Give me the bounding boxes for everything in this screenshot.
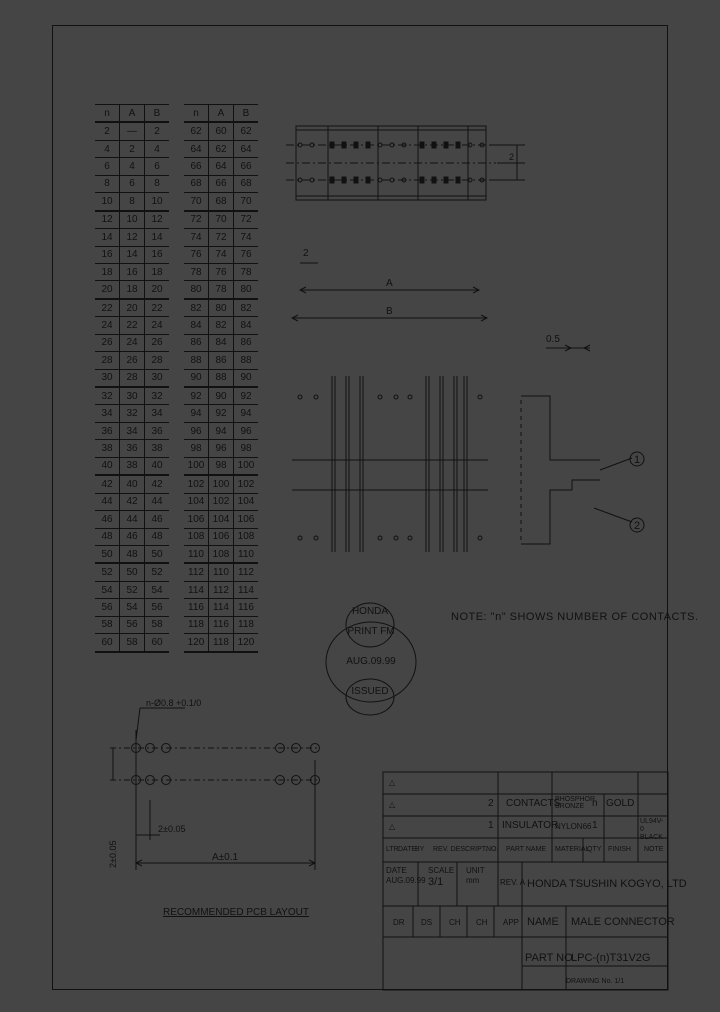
table-cell: 10	[120, 211, 145, 229]
column-header: DATE	[398, 846, 417, 853]
rev-mark-3: △	[389, 778, 396, 787]
table-cell: 108	[184, 528, 209, 545]
pcb-span-label: A±0.1	[212, 852, 239, 863]
table-cell: 78	[234, 263, 259, 280]
table-cell: 112	[209, 581, 234, 598]
table-cell: 28	[145, 352, 170, 369]
table-cell: 58	[145, 616, 170, 633]
table-cell: 84	[209, 334, 234, 351]
date-label: DATE	[386, 866, 407, 875]
contact-mark	[444, 142, 448, 148]
table-cell: B	[145, 105, 170, 123]
table-cell: 22	[120, 317, 145, 334]
table-cell: 56	[120, 616, 145, 633]
table-cell: 118	[209, 634, 234, 652]
contacts-note: NOTE: "n" SHOWS NUMBER OF CONTACTS.	[451, 611, 699, 623]
table-cell: 44	[95, 493, 120, 510]
part-name-1: INSULATOR	[502, 820, 559, 831]
table-cell: 40	[120, 475, 145, 493]
table-cell: 54	[120, 599, 145, 616]
date-value: AUG.09.99	[386, 876, 426, 885]
table-cell: 34	[95, 405, 120, 422]
table-cell: 36	[95, 422, 120, 439]
table-cell: 60	[95, 634, 120, 652]
scale-value: 3/1	[428, 876, 444, 888]
table-cell: 118	[184, 616, 209, 633]
table-cell: 38	[95, 440, 120, 457]
finish-2: GOLD	[606, 798, 635, 809]
table-cell: 22	[95, 299, 120, 317]
table-cell: 58	[95, 616, 120, 633]
signature-label: APP	[503, 918, 520, 927]
table-cell: 34	[120, 422, 145, 439]
table-cell: 42	[120, 493, 145, 510]
stamp-line1: HONDA	[351, 606, 389, 617]
table-cell: 36	[145, 422, 170, 439]
table-cell: 44	[120, 511, 145, 528]
table-cell: 116	[184, 599, 209, 616]
stamp-line2: PRINT FM	[347, 626, 395, 637]
table-cell: 18	[95, 263, 120, 280]
table-cell: 120	[234, 634, 259, 652]
column-header: QTY	[587, 846, 602, 853]
table-cell: 66	[184, 158, 209, 175]
table-cell: 52	[120, 581, 145, 598]
table-cell: 20	[145, 281, 170, 299]
table-cell: 18	[120, 281, 145, 299]
table-cell: 104	[209, 511, 234, 528]
table-cell: 6	[120, 175, 145, 192]
table-cell: 72	[209, 229, 234, 246]
table-cell: 14	[120, 246, 145, 263]
part-name-2: CONTACTS	[506, 798, 561, 809]
table-cell: 24	[120, 334, 145, 351]
table-cell: 74	[209, 246, 234, 263]
table-cell: 114	[234, 581, 259, 598]
contact-mark	[342, 142, 346, 148]
table-cell: 90	[209, 387, 234, 405]
table-cell: 50	[120, 563, 145, 581]
material-2: PHOSPHOR BRONZE	[555, 796, 596, 810]
name-label: NAME	[527, 916, 559, 928]
stamp-date: AUG.09.99	[346, 656, 396, 667]
contact-mark	[354, 177, 358, 183]
pin-tail	[478, 395, 482, 399]
table-cell: 48	[95, 528, 120, 545]
callout-1: 1	[634, 454, 641, 466]
table-cell: 94	[184, 405, 209, 422]
table-cell: 44	[145, 493, 170, 510]
column-header: LTR	[386, 846, 399, 853]
table-cell: A	[120, 105, 145, 123]
column-header: FINISH	[608, 846, 631, 853]
table-cell: 72	[184, 211, 209, 229]
table-cell: 56	[145, 599, 170, 616]
table-cell: 70	[209, 211, 234, 229]
table-cell: 78	[184, 263, 209, 280]
callout-2: 2	[634, 520, 641, 532]
table-cell: 96	[234, 422, 259, 439]
table-cell: 110	[184, 545, 209, 563]
signature-label: DS	[421, 918, 433, 927]
table-cell: 30	[95, 369, 120, 387]
table-cell: 64	[184, 140, 209, 157]
table-cell: 24	[145, 317, 170, 334]
table-cell: 56	[95, 599, 120, 616]
pcb-layout	[110, 708, 320, 870]
table-cell: 18	[145, 263, 170, 280]
table-cell: 78	[209, 281, 234, 299]
table-cell: 46	[95, 511, 120, 528]
table-cell: 32	[145, 387, 170, 405]
table-cell: 88	[184, 352, 209, 369]
table-cell: 80	[234, 281, 259, 299]
table-cell: 32	[120, 405, 145, 422]
table-cell: 2	[120, 140, 145, 157]
table-cell: 46	[145, 511, 170, 528]
table-cell: 26	[145, 334, 170, 351]
table-cell: 50	[145, 545, 170, 563]
table-cell: 98	[209, 457, 234, 475]
table-cell: 38	[120, 457, 145, 475]
contact-mark	[456, 177, 460, 183]
unit-label: UNIT	[466, 866, 485, 875]
pin-tail	[394, 536, 398, 540]
contact-mark	[366, 142, 370, 148]
table-cell: 108	[209, 545, 234, 563]
table-cell: 54	[95, 581, 120, 598]
table-cell: 42	[95, 475, 120, 493]
table-cell: 80	[184, 281, 209, 299]
table-cell: 42	[145, 475, 170, 493]
table-cell: 110	[234, 545, 259, 563]
pin-tail	[298, 395, 302, 399]
table-cell: 62	[184, 122, 209, 140]
table-cell: 100	[234, 457, 259, 475]
table-cell: 34	[145, 405, 170, 422]
table-cell: 32	[95, 387, 120, 405]
column-header: NO.	[486, 846, 499, 853]
column-header: BY	[415, 846, 425, 853]
table-cell: 46	[120, 528, 145, 545]
stamp-issued: ISSUED	[351, 686, 389, 697]
pin-tail	[408, 536, 412, 540]
connector-front-view	[292, 376, 488, 552]
column-header: REV. DESCRIPT.	[433, 846, 488, 853]
contact-mark	[420, 177, 424, 183]
table-cell: 80	[209, 299, 234, 317]
material-1: NYLON66	[555, 822, 592, 831]
contact-mark	[420, 142, 424, 148]
table-cell: 6	[95, 158, 120, 175]
table-cell: 28	[95, 352, 120, 369]
table-cell: 106	[209, 528, 234, 545]
table-cell: 14	[95, 229, 120, 246]
table-cell: 6	[145, 158, 170, 175]
table-cell: 12	[95, 211, 120, 229]
table-cell: 92	[234, 387, 259, 405]
contact-mark	[432, 142, 436, 148]
table-cell: 30	[145, 369, 170, 387]
table-cell: 76	[234, 246, 259, 263]
pin-tail	[478, 536, 482, 540]
table-cell: 110	[209, 563, 234, 581]
qty-2: n	[592, 798, 598, 809]
table-cell: 36	[120, 440, 145, 457]
table-cell: 40	[95, 457, 120, 475]
company-name: HONDA TSUSHIN KOGYO, LTD	[527, 878, 687, 890]
pitch-label: 2	[303, 248, 309, 259]
table-cell: 96	[209, 440, 234, 457]
scale-label: SCALE	[428, 866, 455, 875]
pin-tail	[408, 395, 412, 399]
table-cell: 88	[209, 369, 234, 387]
table-cell: 66	[209, 175, 234, 192]
table-cell: 68	[184, 175, 209, 192]
table-cell: 116	[234, 599, 259, 616]
connector-top-view	[286, 126, 525, 200]
table-cell: 104	[234, 493, 259, 510]
table-cell: 94	[209, 422, 234, 439]
contact-mark	[342, 177, 346, 183]
contact-mark	[444, 177, 448, 183]
table-cell: 58	[120, 634, 145, 652]
pin-tail	[378, 536, 382, 540]
table-cell: 84	[234, 317, 259, 334]
pin-tail	[378, 395, 382, 399]
pin-tail	[298, 536, 302, 540]
table-cell: 86	[184, 334, 209, 351]
table-cell: 8	[120, 193, 145, 211]
table-cell: 14	[145, 229, 170, 246]
pin-tail	[314, 536, 318, 540]
table-cell: 48	[120, 545, 145, 563]
drawing-number: DRAWING No. 1/1	[566, 978, 625, 985]
table-cell: 62	[234, 122, 259, 140]
table-cell: 102	[234, 475, 259, 493]
table-cell: 100	[184, 457, 209, 475]
table-cell: 4	[120, 158, 145, 175]
table-cell: 82	[209, 317, 234, 334]
pcb-row-gap-label: 2±0.05	[108, 840, 118, 868]
table-cell: 88	[234, 352, 259, 369]
table-cell: 114	[209, 599, 234, 616]
pin-tail	[314, 395, 318, 399]
table-cell: 40	[145, 457, 170, 475]
table-cell: 64	[234, 140, 259, 157]
side-dim-2: 2	[509, 152, 515, 162]
table-cell: 22	[145, 299, 170, 317]
signature-label: CH	[449, 918, 461, 927]
table-cell: 50	[95, 545, 120, 563]
part-number-value: LPC-(n)T31V2G	[571, 952, 651, 964]
table-cell: 68	[209, 193, 234, 211]
table-cell: 84	[184, 317, 209, 334]
table-cell: 60	[209, 122, 234, 140]
note-1: UL94V-0 BLACK	[640, 818, 664, 841]
table-cell: 74	[184, 229, 209, 246]
part-no-1: 1	[488, 820, 494, 831]
table-cell: 8	[95, 175, 120, 192]
table-cell: 106	[184, 511, 209, 528]
table-cell: 72	[234, 211, 259, 229]
table-cell: 76	[209, 263, 234, 280]
name-value: MALE CONNECTOR	[571, 916, 675, 928]
table-cell: 30	[120, 387, 145, 405]
table-cell: 86	[209, 352, 234, 369]
signature-label: CH	[476, 918, 488, 927]
part-no-2: 2	[488, 798, 494, 809]
table-cell: 4	[145, 140, 170, 157]
contact-mark	[330, 177, 334, 183]
table-cell: 16	[95, 246, 120, 263]
table-cell: 96	[184, 422, 209, 439]
table-cell: 108	[234, 528, 259, 545]
table-cell: 112	[234, 563, 259, 581]
table-cell: 20	[120, 299, 145, 317]
column-header: PART NAME	[506, 846, 547, 853]
table-cell: 26	[95, 334, 120, 351]
pin-tail	[394, 395, 398, 399]
table-cell: 12	[145, 211, 170, 229]
table-cell: 66	[234, 158, 259, 175]
table-cell: 16	[145, 246, 170, 263]
table-cell: 70	[234, 193, 259, 211]
table-cell: 114	[184, 581, 209, 598]
table-cell: 60	[145, 634, 170, 652]
table-cell: 76	[184, 246, 209, 263]
table-cell: —	[120, 122, 145, 140]
table-cell: B	[234, 105, 259, 123]
table-cell: 104	[184, 493, 209, 510]
table-cell: 10	[145, 193, 170, 211]
dim-a-label: A	[386, 278, 393, 289]
table-cell: 20	[95, 281, 120, 299]
table-cell: n	[95, 105, 120, 123]
pcb-hole-label: n-Ø0.8 +0.1/0	[146, 698, 202, 708]
table-cell: n	[184, 105, 209, 123]
table-cell: 54	[145, 581, 170, 598]
signature-label: DR	[393, 918, 405, 927]
table-cell: 92	[209, 405, 234, 422]
rev-label: REV. A	[500, 878, 526, 887]
unit-value: mm	[466, 876, 480, 885]
table-cell: 86	[234, 334, 259, 351]
connector-side-view	[521, 396, 644, 544]
qty-1: 1	[592, 820, 598, 831]
column-header: MATERIAL	[555, 846, 590, 853]
table-cell: 90	[184, 369, 209, 387]
table-cell: 92	[184, 387, 209, 405]
dim-0-5-label: 0.5	[546, 334, 560, 345]
part-number-label: PART NO.	[525, 952, 576, 964]
table-cell: 48	[145, 528, 170, 545]
table-cell: 64	[209, 158, 234, 175]
table-cell: 120	[184, 634, 209, 652]
table-cell: 118	[234, 616, 259, 633]
table-cell: 28	[120, 369, 145, 387]
table-cell: 4	[95, 140, 120, 157]
rev-mark-1: △	[389, 822, 396, 831]
table-cell: 10	[95, 193, 120, 211]
column-header: NOTE	[644, 846, 664, 853]
dim-b-label: B	[386, 306, 393, 317]
table-cell: A	[209, 105, 234, 123]
rev-mark-2: △	[389, 800, 396, 809]
table-cell: 26	[120, 352, 145, 369]
pcb-layout-title: RECOMMENDED PCB LAYOUT	[163, 907, 309, 918]
table-cell: 8	[145, 175, 170, 192]
pcb-pitch-label: 2±0.05	[158, 824, 186, 834]
contact-mark	[432, 177, 436, 183]
contact-mark	[354, 142, 358, 148]
table-cell: 102	[209, 493, 234, 510]
table-cell: 100	[209, 475, 234, 493]
table-cell: 98	[234, 440, 259, 457]
table-cell: 90	[234, 369, 259, 387]
contact-mark	[366, 177, 370, 183]
table-cell: 70	[184, 193, 209, 211]
table-cell: 52	[95, 563, 120, 581]
table-cell: 116	[209, 616, 234, 633]
table-cell: 68	[234, 175, 259, 192]
table-cell: 2	[95, 122, 120, 140]
contact-mark	[456, 142, 460, 148]
table-cell: 112	[184, 563, 209, 581]
table-cell: 2	[145, 122, 170, 140]
table-cell: 94	[234, 405, 259, 422]
table-cell: 82	[184, 299, 209, 317]
table-cell: 38	[145, 440, 170, 457]
table-cell: 52	[145, 563, 170, 581]
table-cell: 24	[95, 317, 120, 334]
table-cell: 74	[234, 229, 259, 246]
table-cell: 102	[184, 475, 209, 493]
table-cell: 62	[209, 140, 234, 157]
table-cell: 106	[234, 511, 259, 528]
table-cell: 82	[234, 299, 259, 317]
table-cell: 16	[120, 263, 145, 280]
contact-mark	[330, 142, 334, 148]
table-cell: 12	[120, 229, 145, 246]
table-cell: 98	[184, 440, 209, 457]
